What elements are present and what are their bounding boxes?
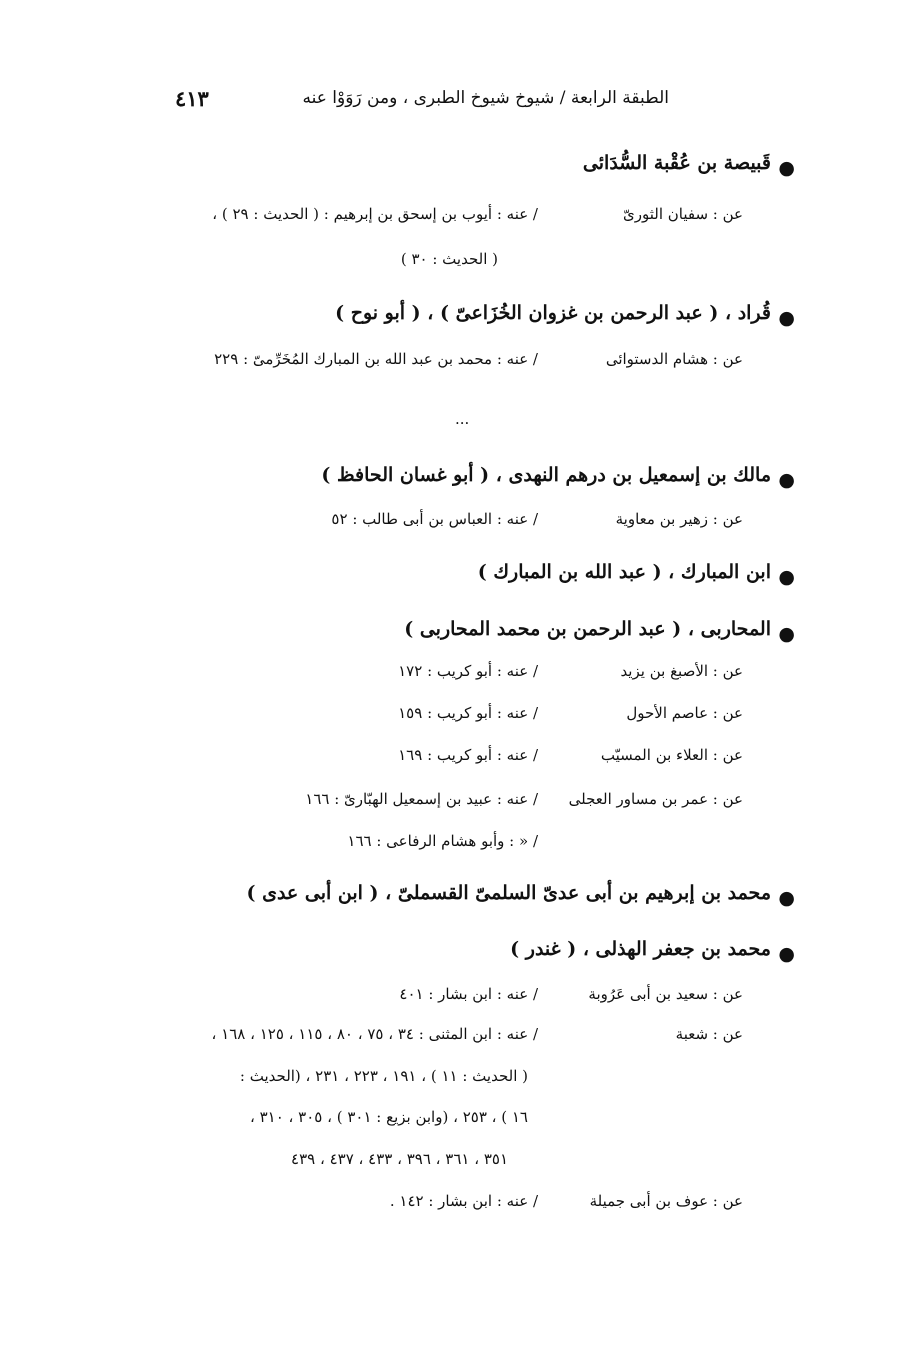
- narrator-to: / عنه : ابن المثنى : ٣٤ ، ٧٥ ، ٨٠ ، ١١٥ ، ١٢٥ ، ١٦٨ ،: [211, 1025, 538, 1043]
- narrator-from: عن : زهير بن معاوية: [615, 510, 743, 528]
- entry-heading: محمد بن إبرهيم بن أبى عدىّ السلمىّ القسملىّ ، ( ابن أبى عدى ): [246, 882, 771, 904]
- narrator-to: / عنه : أبو كريب : ١٧٢: [398, 662, 538, 680]
- narrator-to: / عنه : أبو كريب : ١٦٩: [398, 746, 538, 764]
- bullet: ●: [778, 943, 795, 965]
- running-header-title: الطبقة الرابعة / شيوخ شيوخ الطبرى ، ومن رَوَوْا عنه: [302, 88, 669, 108]
- entry-heading: المحاربى ، ( عبد الرحمن بن محمد المحاربى ): [404, 618, 771, 640]
- entry-heading: محمد بن جعفر الهذلى ، ( غندر ): [510, 938, 771, 960]
- narrator-from: عن : العلاء بن المسيّب: [600, 746, 743, 764]
- narrator-to: / عنه : أبو كريب : ١٥٩: [398, 704, 538, 722]
- page-number: ٤١٣: [175, 86, 209, 111]
- narrator-from: عن : سعيد بن أبى عَرُوبة: [588, 985, 743, 1003]
- narrator-from: عن : شعبة: [675, 1025, 743, 1043]
- narrator-to: / عنه : ابن بشار : ١٤٢ .: [389, 1192, 538, 1210]
- narrator-to: / عنه : أيوب بن إسحق بن إبرهيم : ( الحديث : ٢٩ ) ،: [212, 205, 538, 223]
- bullet: ●: [778, 887, 795, 909]
- narrator-to: ( الحديث : ١١ ) ، ١٩١ ، ٢٢٣ ، ٢٣١ ، (الحديث :: [239, 1067, 528, 1085]
- narrator-to: ١٦ ) ، ٢٥٣ ، (وابن بزيع : ٣٠١ ) ، ٣٠٥ ، ٣١٠ ،: [249, 1108, 528, 1126]
- narrator-from: عن : عوف بن أبى جميلة: [589, 1192, 743, 1210]
- narrator-to: ( الحديث : ٣٠ ): [400, 250, 498, 268]
- entry-heading: قَبيصة بن عُقْبة السُّدَائى: [582, 152, 771, 174]
- bullet: ●: [778, 623, 795, 645]
- narrator-to: / عنه : ابن بشار : ٤٠١: [399, 985, 538, 1003]
- narrator-to: / « : وأبو هشام الرفاعى : ١٦٦: [347, 832, 538, 850]
- bullet: ●: [778, 307, 795, 329]
- narrator-to: / عنه : محمد بن عبد الله بن المبارك المُخَرِّمىّ : ٢٢٩: [214, 350, 538, 368]
- narrator-from: عن : هشام الدستوائى: [605, 350, 743, 368]
- narrator-from: عن : عاصم الأحول: [626, 704, 743, 722]
- narrator-to: / عنه : العباس بن أبى طالب : ٥٢: [331, 510, 538, 528]
- narrator-from: عن : الأصبغ بن يزيد: [620, 662, 743, 680]
- bullet: ●: [778, 566, 795, 588]
- entry-heading: ابن المبارك ، ( عبد الله بن المبارك ): [477, 561, 771, 583]
- narrator-from: عن : سفيان الثورىّ: [623, 205, 743, 223]
- omission-dots: ...: [455, 410, 470, 428]
- entry-heading: مالك بن إسمعيل بن درهم النهدى ، ( أبو غسان الحافظ ): [321, 464, 771, 486]
- narrator-to: ٣٥١ ، ٣٦١ ، ٣٩٦ ، ٤٣٣ ، ٤٣٧ ، ٤٣٩: [291, 1150, 508, 1168]
- narrator-from: عن : عمر بن مساور العجلى: [568, 790, 743, 808]
- bullet: ●: [778, 469, 795, 491]
- entry-heading: قُراد ، ( عبد الرحمن بن غزوان الخُزَاعىّ ) ، ( أبو نوح ): [335, 302, 771, 324]
- narrator-to: / عنه : عبيد بن إسمعيل الهبّارىّ : ١٦٦: [305, 790, 538, 808]
- bullet: ●: [778, 157, 795, 179]
